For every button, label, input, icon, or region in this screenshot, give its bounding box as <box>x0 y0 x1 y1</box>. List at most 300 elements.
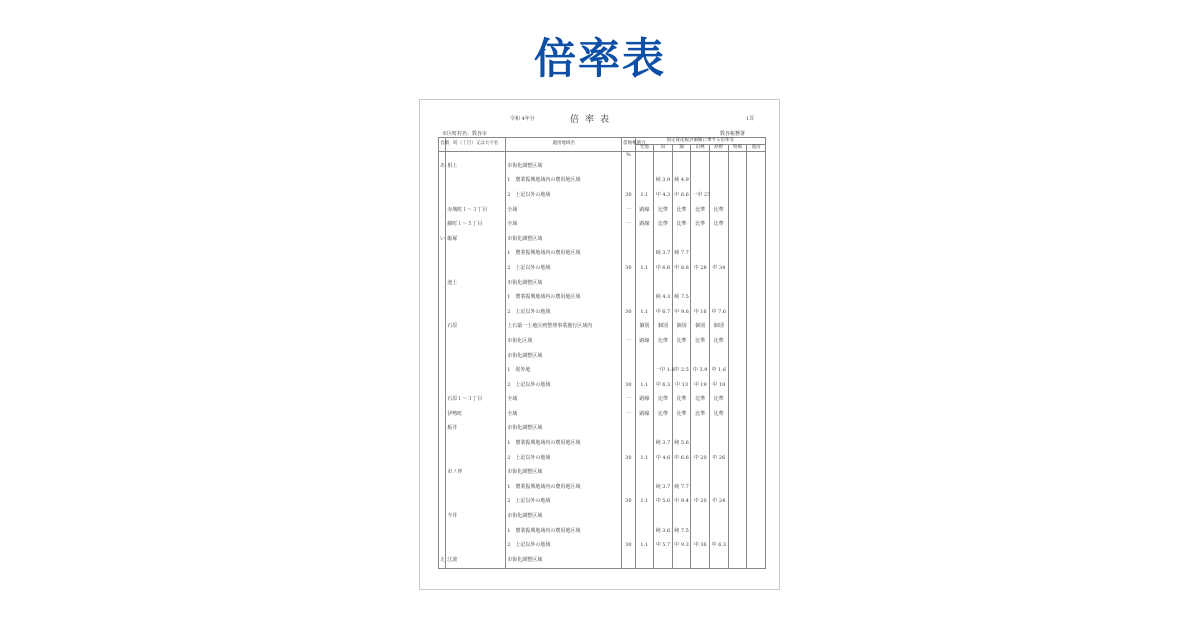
area-cell: 市街化区域 <box>506 334 622 349</box>
rate-cell: 1.1 <box>635 305 654 320</box>
town-cell <box>446 436 506 451</box>
rate-cell <box>728 217 747 232</box>
rate-cell: 路線 <box>635 393 654 408</box>
rate-cell: 路線 <box>635 203 654 218</box>
town-cell <box>446 524 506 539</box>
rate-cell <box>709 436 728 451</box>
rate-cell <box>747 290 766 305</box>
initial-cell <box>439 305 446 320</box>
rate-cell: 中 6.3 <box>654 378 673 393</box>
rate-cell <box>709 247 728 262</box>
initial-cell <box>439 451 446 466</box>
rate-cell: 1.1 <box>635 261 654 276</box>
rate-cell: 純 7.7 <box>672 480 691 495</box>
borrow-cell: 30 <box>622 451 635 466</box>
rate-cell <box>747 436 766 451</box>
unit-cell <box>709 152 728 160</box>
rate-cell <box>728 305 747 320</box>
town-cell <box>446 247 506 262</box>
rate-cell <box>635 553 654 568</box>
rate-cell <box>728 495 747 510</box>
area-cell: 上石築一土地区画整理事業施行区域内 <box>506 320 622 335</box>
rate-cell: 比準 <box>672 217 691 232</box>
rate-cell <box>747 524 766 539</box>
borrow-cell: 30 <box>622 538 635 553</box>
unit-cell <box>672 152 691 160</box>
initial-cell <box>439 217 446 232</box>
rate-cell <box>709 188 728 203</box>
header-borrow: 借地権割合 <box>622 138 635 152</box>
unit-cell <box>439 152 446 160</box>
header-paddy: 田 <box>654 145 673 152</box>
unit-row <box>439 152 766 160</box>
rate-cell: 中 5.6 <box>654 495 673 510</box>
rate-cell: 中 26 <box>709 451 728 466</box>
town-cell: 伊勢町 <box>446 407 506 422</box>
table-row <box>439 407 766 422</box>
initial-cell <box>439 495 446 510</box>
rate-cell: 比準 <box>672 334 691 349</box>
area-cell: 1 堤外地 <box>506 363 622 378</box>
rate-cell <box>728 393 747 408</box>
header-initial: 音順 <box>439 138 446 152</box>
rate-cell <box>672 276 691 291</box>
rate-cell: 比準 <box>654 393 673 408</box>
rate-cell: 純 7.5 <box>672 524 691 539</box>
town-cell <box>446 495 506 510</box>
town-cell: 相上 <box>446 159 506 174</box>
rate-cell <box>709 480 728 495</box>
town-cell <box>446 349 506 364</box>
borrow-cell <box>622 290 635 305</box>
table-row <box>439 436 766 451</box>
rate-cell <box>691 465 710 480</box>
area-cell: 市街化調整区域 <box>506 553 622 568</box>
rate-cell <box>728 363 747 378</box>
rate-cell <box>747 232 766 247</box>
rate-cell <box>747 393 766 408</box>
town-cell: 石原 <box>446 320 506 335</box>
rate-cell <box>747 349 766 364</box>
rate-cell: 比準 <box>654 217 673 232</box>
rate-cell <box>654 422 673 437</box>
rate-cell: 1.1 <box>635 188 654 203</box>
borrow-cell <box>622 436 635 451</box>
rate-cell <box>709 174 728 189</box>
rate-cell <box>672 465 691 480</box>
rate-cell: 純 3.7 <box>654 247 673 262</box>
header-residential: 宅地 <box>635 145 654 152</box>
rate-cell: 比準 <box>672 203 691 218</box>
rate-cell: 中 20 <box>691 451 710 466</box>
rate-cell: 中 20 <box>691 495 710 510</box>
rate-cell <box>691 480 710 495</box>
rate-cell: 中 9.4 <box>672 495 691 510</box>
rate-cell <box>728 276 747 291</box>
rate-cell <box>728 349 747 364</box>
rate-cell: 比準 <box>709 393 728 408</box>
borrow-cell: 一 <box>622 203 635 218</box>
initial-cell: え <box>439 553 446 568</box>
initial-cell <box>439 422 446 437</box>
table-row <box>439 290 766 305</box>
rate-cell: 路線 <box>635 217 654 232</box>
document-title: 倍率表 <box>570 115 616 125</box>
area-cell: 1 農業振興地域内の農用地区域 <box>506 247 622 262</box>
rate-cell: 個別 <box>672 320 691 335</box>
initial-cell <box>439 465 446 480</box>
rate-cell: 中 6.6 <box>654 261 673 276</box>
rate-cell <box>747 480 766 495</box>
rate-cell <box>747 378 766 393</box>
initial-cell <box>439 203 446 218</box>
rate-cell: 比準 <box>691 393 710 408</box>
rate-cell: 中 19 <box>691 378 710 393</box>
rate-cell: 比準 <box>691 334 710 349</box>
rate-cell <box>728 334 747 349</box>
rate-cell <box>691 174 710 189</box>
rate-cell <box>709 290 728 305</box>
table-row <box>439 232 766 247</box>
rate-cell: 一中 27 <box>691 188 710 203</box>
rate-cell <box>728 261 747 276</box>
rate-cell <box>635 349 654 364</box>
rate-cell <box>635 422 654 437</box>
rate-cell <box>635 480 654 495</box>
rate-cell: 純 3.7 <box>654 480 673 495</box>
table-row <box>439 276 766 291</box>
rate-cell <box>747 465 766 480</box>
borrow-cell <box>622 465 635 480</box>
table-row <box>439 495 766 510</box>
rate-cell <box>672 349 691 364</box>
area-cell: 2 上記以外の地域 <box>506 305 622 320</box>
rate-cell <box>672 232 691 247</box>
rate-cell: 路線 <box>635 407 654 422</box>
table-row <box>439 247 766 262</box>
initial-cell <box>439 320 446 335</box>
table-row <box>439 334 766 349</box>
rate-cell: 一中 1.6 <box>654 363 673 378</box>
rate-cell: 比準 <box>654 203 673 218</box>
table-row <box>439 553 766 568</box>
header-town: 町（丁目）又は大字名 <box>446 138 506 152</box>
rate-cell <box>635 509 654 524</box>
rate-cell: 比準 <box>709 334 728 349</box>
page-number: 1頁 <box>746 116 755 122</box>
rate-cell <box>747 451 766 466</box>
rate-cell <box>728 422 747 437</box>
rate-cell <box>747 407 766 422</box>
rate-cell <box>709 524 728 539</box>
table-row <box>439 217 766 232</box>
rate-cell <box>747 174 766 189</box>
table-row <box>439 451 766 466</box>
rate-cell <box>747 538 766 553</box>
rate-cell: 1.1 <box>635 538 654 553</box>
rate-cell: 1.1 <box>635 451 654 466</box>
header-pond: 池沼 <box>747 145 766 152</box>
rate-cell <box>691 422 710 437</box>
rate-cell <box>747 495 766 510</box>
rate-cell <box>691 349 710 364</box>
rate-cell: 純 5.6 <box>672 436 691 451</box>
initial-cell <box>439 480 446 495</box>
area-cell: 全域 <box>506 393 622 408</box>
rate-cell: 純 3.6 <box>654 524 673 539</box>
rate-cell <box>747 553 766 568</box>
initial-cell <box>439 174 446 189</box>
rate-cell <box>635 276 654 291</box>
rate-cell: 中 9.3 <box>672 538 691 553</box>
rate-cell <box>747 261 766 276</box>
initial-cell <box>439 538 446 553</box>
borrow-cell: 30 <box>622 378 635 393</box>
table-row <box>439 480 766 495</box>
borrow-cell <box>622 422 635 437</box>
rate-cell <box>691 232 710 247</box>
rate-cell <box>709 422 728 437</box>
page-heading: 倍率表 <box>533 34 666 83</box>
rate-cell: 中 34 <box>709 261 728 276</box>
area-cell: 全域 <box>506 217 622 232</box>
unit-cell <box>747 152 766 160</box>
area-cell: 1 農業振興地域内の農用地区域 <box>506 174 622 189</box>
rate-cell <box>728 159 747 174</box>
town-cell <box>446 188 506 203</box>
rate-cell: 比準 <box>654 407 673 422</box>
area-cell: 2 上記以外の地域 <box>506 378 622 393</box>
town-cell <box>446 480 506 495</box>
rate-cell: 中 3.9 <box>691 363 710 378</box>
rate-cell <box>747 188 766 203</box>
initial-cell <box>439 334 446 349</box>
borrow-cell: 30 <box>622 305 635 320</box>
area-cell: 全域 <box>506 203 622 218</box>
initial-cell <box>439 363 446 378</box>
rate-cell: 中 36 <box>691 538 710 553</box>
unit-cell <box>506 152 622 160</box>
area-cell: 1 農業振興地域内の農用地区域 <box>506 436 622 451</box>
borrow-cell: 一 <box>622 407 635 422</box>
rate-cell: 個別 <box>691 320 710 335</box>
rate-cell <box>654 553 673 568</box>
area-cell: 1 農業振興地域内の農用地区域 <box>506 480 622 495</box>
rate-cell <box>709 232 728 247</box>
rate-cell <box>635 363 654 378</box>
rate-cell <box>691 436 710 451</box>
town-cell: 飯塚 <box>446 232 506 247</box>
rate-cell <box>635 174 654 189</box>
rate-cell <box>728 451 747 466</box>
area-cell: 市街化調整区域 <box>506 349 622 364</box>
rate-cell <box>635 290 654 305</box>
rate-cell <box>635 436 654 451</box>
header-area: 適用地域名 <box>506 138 622 152</box>
town-cell <box>446 261 506 276</box>
rate-cell: 中 4.3 <box>654 188 673 203</box>
rate-cell: 比準 <box>709 203 728 218</box>
area-cell: 1 農業振興地域内の農用地区域 <box>506 290 622 305</box>
header-field: 畑 <box>672 145 691 152</box>
unit-cell <box>635 152 654 160</box>
rate-cell <box>709 465 728 480</box>
rate-cell <box>747 217 766 232</box>
initial-cell <box>439 188 446 203</box>
table-row <box>439 538 766 553</box>
table-row <box>439 524 766 539</box>
rate-cell: 中 4.6 <box>654 451 673 466</box>
table-row <box>439 203 766 218</box>
rate-cell <box>728 378 747 393</box>
area-cell: 市街化調整区域 <box>506 509 622 524</box>
initial-cell <box>439 247 446 262</box>
town-cell <box>446 290 506 305</box>
rate-cell: 比準 <box>654 334 673 349</box>
borrow-cell <box>622 159 635 174</box>
header-pasture: 牧場 <box>728 145 747 152</box>
initial-cell: あ <box>439 159 446 174</box>
area-cell: 2 上記以外の地域 <box>506 188 622 203</box>
table-row <box>439 378 766 393</box>
era-label: 令和 4年分 <box>510 116 535 122</box>
town-cell <box>446 363 506 378</box>
borrow-cell <box>622 524 635 539</box>
rate-cell <box>728 524 747 539</box>
rate-cell: 中 6.6 <box>672 188 691 203</box>
rate-cell: 中 6.6 <box>672 451 691 466</box>
town-cell: 今井 <box>446 509 506 524</box>
rate-cell <box>709 159 728 174</box>
town-cell: 板井 <box>446 422 506 437</box>
initial-cell <box>439 509 446 524</box>
header-group: 固定資産税評価額に乗ずる倍率等 <box>635 138 765 145</box>
initial-cell <box>439 349 446 364</box>
table-row <box>439 320 766 335</box>
rate-cell <box>654 465 673 480</box>
rate-cell: 純 4.9 <box>672 174 691 189</box>
initial-cell <box>439 436 446 451</box>
town-cell <box>446 378 506 393</box>
rate-cell: 個別 <box>654 320 673 335</box>
rate-cell: 中 16 <box>691 305 710 320</box>
rate-cell <box>728 203 747 218</box>
table-row <box>439 509 766 524</box>
initial-cell <box>439 261 446 276</box>
borrow-cell <box>622 349 635 364</box>
rate-cell <box>654 509 673 524</box>
rate-cell <box>728 320 747 335</box>
town-cell: 石原１～３丁目 <box>446 393 506 408</box>
rate-cell: 1.1 <box>635 495 654 510</box>
rate-cell: 純 3.7 <box>654 436 673 451</box>
rate-cell: 中 6.7 <box>654 305 673 320</box>
rate-cell <box>747 159 766 174</box>
rate-cell <box>635 232 654 247</box>
town-cell: 藤町１～５丁目 <box>446 217 506 232</box>
initial-cell <box>439 378 446 393</box>
rate-cell <box>728 174 747 189</box>
rate-cell <box>635 247 654 262</box>
borrow-cell <box>622 363 635 378</box>
area-cell: 市街化調整区域 <box>506 159 622 174</box>
rate-cell: 中 9.6 <box>672 305 691 320</box>
area-cell: 市街化調整区域 <box>506 422 622 437</box>
rate-cell: 比準 <box>672 393 691 408</box>
rate-cell <box>654 159 673 174</box>
borrow-cell: 一 <box>622 334 635 349</box>
unit-cell <box>691 152 710 160</box>
rate-cell: 純 3.9 <box>654 174 673 189</box>
rate-cell <box>728 188 747 203</box>
rate-cell: 中 18 <box>709 378 728 393</box>
borrow-cell <box>622 232 635 247</box>
rate-cell: 比準 <box>709 407 728 422</box>
rate-cell: 比準 <box>672 407 691 422</box>
area-cell: 2 上記以外の地域 <box>506 261 622 276</box>
town-cell: 市ノ坪 <box>446 465 506 480</box>
borrow-cell <box>622 320 635 335</box>
town-cell <box>446 305 506 320</box>
table-row <box>439 261 766 276</box>
rate-cell: 純 7.5 <box>672 290 691 305</box>
town-cell <box>446 334 506 349</box>
rate-cell: 中 8.8 <box>672 261 691 276</box>
borrow-cell <box>622 174 635 189</box>
rate-cell <box>747 509 766 524</box>
town-cell <box>446 451 506 466</box>
rate-cell <box>672 553 691 568</box>
rate-cell: 中 28 <box>691 261 710 276</box>
rate-cell: 比準 <box>709 217 728 232</box>
borrow-cell: 30 <box>622 188 635 203</box>
town-cell: 赤城町１～３丁目 <box>446 203 506 218</box>
rate-cell <box>691 524 710 539</box>
area-cell: 市街化調整区域 <box>506 465 622 480</box>
borrow-cell: 30 <box>622 261 635 276</box>
area-cell: 2 上記以外の地域 <box>506 451 622 466</box>
rate-cell <box>654 232 673 247</box>
municipality-label: 市区町村名：数谷市 <box>442 131 488 137</box>
rate-cell <box>728 465 747 480</box>
rate-cell: 純 4.3 <box>654 290 673 305</box>
initial-cell <box>439 407 446 422</box>
rate-cell <box>672 422 691 437</box>
rate-cell <box>747 276 766 291</box>
rate-cell: 純 7.7 <box>672 247 691 262</box>
tax-office-label: 数谷税務署 <box>720 131 746 137</box>
rate-cell <box>747 247 766 262</box>
unit-cell <box>728 152 747 160</box>
rate-cell: 中 7.6 <box>709 305 728 320</box>
rate-cell: 比準 <box>691 217 710 232</box>
rate-cell: 中 2.5 <box>672 363 691 378</box>
borrow-cell <box>622 509 635 524</box>
rate-cell <box>672 509 691 524</box>
town-cell <box>446 538 506 553</box>
rate-cell <box>654 276 673 291</box>
area-cell: 2 上記以外の地域 <box>506 538 622 553</box>
rate-cell: 比準 <box>691 203 710 218</box>
borrow-cell: 一 <box>622 217 635 232</box>
rate-cell <box>672 159 691 174</box>
rate-cell <box>691 159 710 174</box>
table-row <box>439 465 766 480</box>
rate-cell <box>728 436 747 451</box>
area-cell: 1 農業振興地域内の農用地区域 <box>506 524 622 539</box>
rate-cell: 中 13 <box>672 378 691 393</box>
rate-cell <box>728 553 747 568</box>
